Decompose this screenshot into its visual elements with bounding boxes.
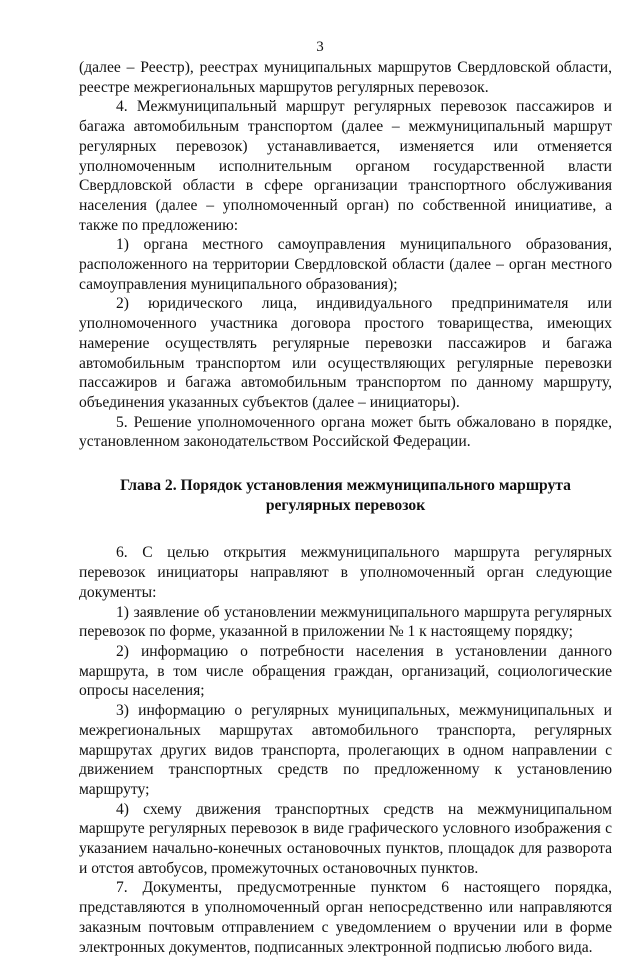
paragraph-subitem-4-1: 1) органа местного самоуправления муниципального образования, расположенного на территории Свердловской области (далее – орган местного самоуправления муниципального образования); bbox=[79, 236, 612, 293]
paragraph-subitem-6-4: 4) схему движения транспортных средств на межмуниципальном маршруте регулярных перевозок в виде графического условного изображения с указанием начально-конечных остановочных пунктов, площадок для разворота и отстоя автобусов, промежуточных остановочных пунктов. bbox=[79, 800, 612, 877]
spacer bbox=[79, 515, 612, 543]
paragraph-item-4: 4. Межмуниципальный маршрут регулярных перевозок пассажиров и багажа автомобильным транспортом (далее – межмуниципальный маршрут регулярных перевозок) устанавливается, изменяется или отменяется уполномоченным исполнительным органом государственной власти Свердловской области в сфере организации транспортного обслуживания населения (далее – уполномоченный орган) по собственной инициативе, а также по предложению: bbox=[79, 98, 612, 234]
paragraph-subitem-6-1: 1) заявление об установлении межмуниципального маршрута регулярных перевозок по форме, указанной в приложении № 1 к настоящему порядку; bbox=[79, 603, 612, 641]
page-number: 3 bbox=[316, 39, 324, 55]
paragraph-subitem-4-2: 2) юридического лица, индивидуального предпринимателя или уполномоченного участника договора простого товарищества, имеющих намерение осуществлять регулярные перевозки пассажиров и багажа автомобильным транспортом или осуществляющих регулярные перевозки пассажиров и багажа автомобильным транспортом по данному маршруту, объединения указанных субъектов (далее – инициаторы). bbox=[79, 295, 612, 411]
document-body bbox=[79, 58, 612, 957]
paragraph-item-5: 5. Решение уполномоченного органа может быть обжаловано в порядке, установленном законодательством Российской Федерации. bbox=[79, 413, 612, 451]
paragraph-subitem-6-2: 2) информацию о потребности населения в установлении данного маршрута, в том числе обращения граждан, организаций, социологические опросы населения; bbox=[79, 642, 612, 700]
paragraph-item-6: 6. С целью открытия межмуниципального маршрута регулярных перевозок инициаторы направляют в уполномоченный орган следующие документы: bbox=[79, 544, 612, 601]
chapter-title: Глава 2. Порядок установления межмуниципального маршрута регулярных перевозок bbox=[120, 477, 571, 514]
paragraph-subitem-6-3: 3) информацию о регулярных муниципальных, межмуниципальных и межрегиональных маршрутах автомобильного транспорта, регулярных маршрутах других видов транспорта, пролегающих в одном направлении с движением транспортных средств по предложенному к установлению маршруту; bbox=[79, 702, 612, 798]
paragraph-item-7: 7. Документы, предусмотренные пунктом 6 настоящего порядка, представляются в уполномоченный орган непосредственно или направляются заказным почтовым отправлением с уведомлением о вручении или в форме электронных документов, подписанных электронной подписью любого вида. bbox=[79, 879, 612, 956]
paragraph-continuation-registry: (далее – Реестр), реестрах муниципальных маршрутов Свердловской области, реестре межрегиональных маршрутов регулярных перевозок. bbox=[79, 59, 612, 96]
spacer bbox=[79, 452, 612, 476]
